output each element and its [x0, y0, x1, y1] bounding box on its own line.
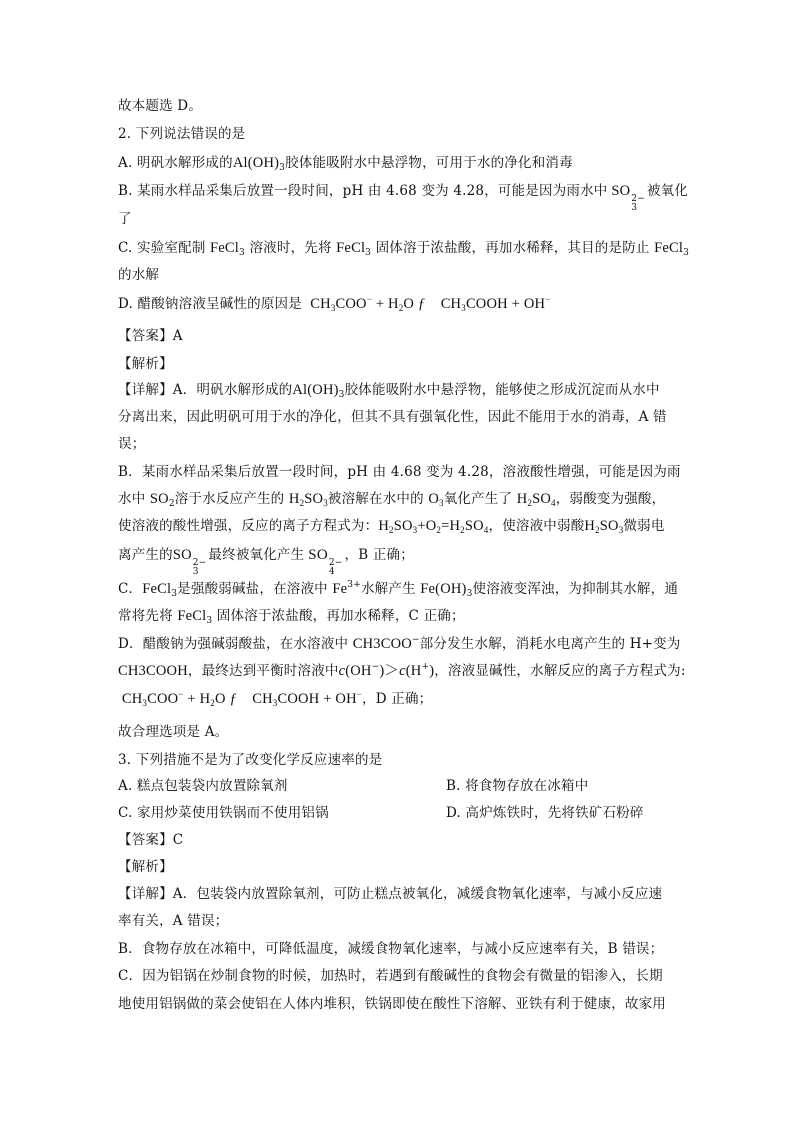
- question-3-option-b: B. 将食物存放在冰箱中: [446, 778, 589, 794]
- question-2-title: 2. 下列说法错误的是: [118, 126, 246, 142]
- question-2-option-b: B. 某雨水样品采集后放置一段时间，pH 由 4.68 变为 4.28，可能是因为雨水中 SO 2− 3 被氧化: [118, 183, 689, 213]
- text-line: 【详解】A．明矾水解形成的$Al(OH)_3$胶体能吸附水中悬浮物，能够使之形成沉淀而从水中: [118, 382, 660, 400]
- text-line: 水中 $SO_2$溶于水反应产生的 $H_2SO_3$被溶解在水中的 $O_3$氧化产生了 $H_2SO_4$，弱酸变为强酸，: [118, 491, 666, 509]
- text-line: 常将先将 FeCl$_3$ 固体溶于浓盐酸，再加水稀释，C 正确；: [118, 608, 465, 626]
- text-line: 离产生的SO 2− 3 最终被氧化产生 SO 2− 4 ，B 正确；: [118, 547, 414, 577]
- text-line: 误；: [118, 436, 146, 452]
- text-line: 率有关，A 错误；: [118, 913, 229, 929]
- question-3-title: 3. 下列措施不是为了改变化学反应速率的是: [118, 752, 383, 768]
- text-line: D．醋酸钠为强碱弱酸盐，在水溶液中 CH3COO−部分发生水解，消耗水电离产生的 H+变为: [118, 635, 681, 652]
- text-line: 了: [118, 211, 132, 227]
- text-line: 使溶液的酸性增强，反应的离子方程式为：$H_2SO_3+O_2=H_2SO_4$，使溶液中弱酸$H_2SO_3$微弱电: [118, 518, 665, 535]
- text-line: B．食物存放在冰箱中，可降低温度，减缓食物氧化速率，与减小反应速率有关，B 错误；: [118, 941, 664, 957]
- text-line: 【详解】A．包装袋内放置除氧剂，可防止糕点被氧化，减缓食物氧化速率，与减小反应速: [118, 886, 663, 902]
- question-3-option-d: D. 高炉炼铁时，先将铁矿石粉碎: [446, 805, 644, 821]
- text-line: CH3COOH，最终达到平衡时溶液中c(OH−)＞c(H+)，溶液显碱性，水解反应的离子方程式为:: [118, 662, 686, 679]
- text-line: C．FeCl$_3$是强酸弱碱盐，在溶液中 $Fe^{3+}$水解产生 $Fe(OH)_3$使溶液变浑浊，为抑制其水解，通: [118, 580, 679, 599]
- analysis-label: 【解析】: [118, 859, 173, 875]
- question-3-option-a: A. 糕点包装袋内放置除氧剂: [118, 778, 288, 794]
- text-line: 地使用铝锅做的菜会使铝在人体内堆积，铁锅即使在酸性下溶解、亚铁有利于健康，故家用: [118, 996, 666, 1012]
- answer-label: 【答案】A: [118, 328, 183, 344]
- question-3-option-c: C. 家用炒菜使用铁锅而不使用铝锅: [118, 805, 329, 821]
- text-line: $CH_3COO^- + H_2O$ ƒ $CH_3COOH + OH^-$，D 正确；: [118, 689, 433, 708]
- text-line: 故本题选 D。: [118, 98, 203, 114]
- question-2-option-d: D. 醋酸钠溶液呈碱性的原因是 $CH_3COO^- + H_2O$ ƒ $CH_3COOH + OH^-$: [118, 294, 551, 313]
- text-line: 的水解: [118, 267, 160, 283]
- analysis-label: 【解析】: [118, 356, 173, 372]
- text-line: 故合理选项是 A。: [118, 724, 229, 740]
- question-2-option-a: A. 明矾水解形成的$Al(OH)_3$胶体能吸附水中悬浮物，可用于水的净化和消毒: [118, 155, 573, 173]
- text-line: 分离出来，因此明矾可用于水的净化，但其不具有强氧化性，因此不能用于水的消毒，A 错: [118, 409, 667, 425]
- text-line: C．因为铝锅在炒制食物的时候，加热时，若遇到有酸碱性的食物会有微量的铝渗入，长期: [118, 968, 663, 984]
- question-2-option-c: C. 实验室配制 FeCl$_3$ 溶液时，先将 FeCl$_3$ 固体溶于浓盐酸，再加水稀释，其目的是防止 FeCl$_3$: [118, 240, 690, 258]
- answer-label: 【答案】C: [118, 832, 184, 848]
- text-line: B．某雨水样品采集后放置一段时间，pH 由 4.68 变为 4.28，溶液酸性增强，可能是因为雨: [118, 464, 681, 480]
